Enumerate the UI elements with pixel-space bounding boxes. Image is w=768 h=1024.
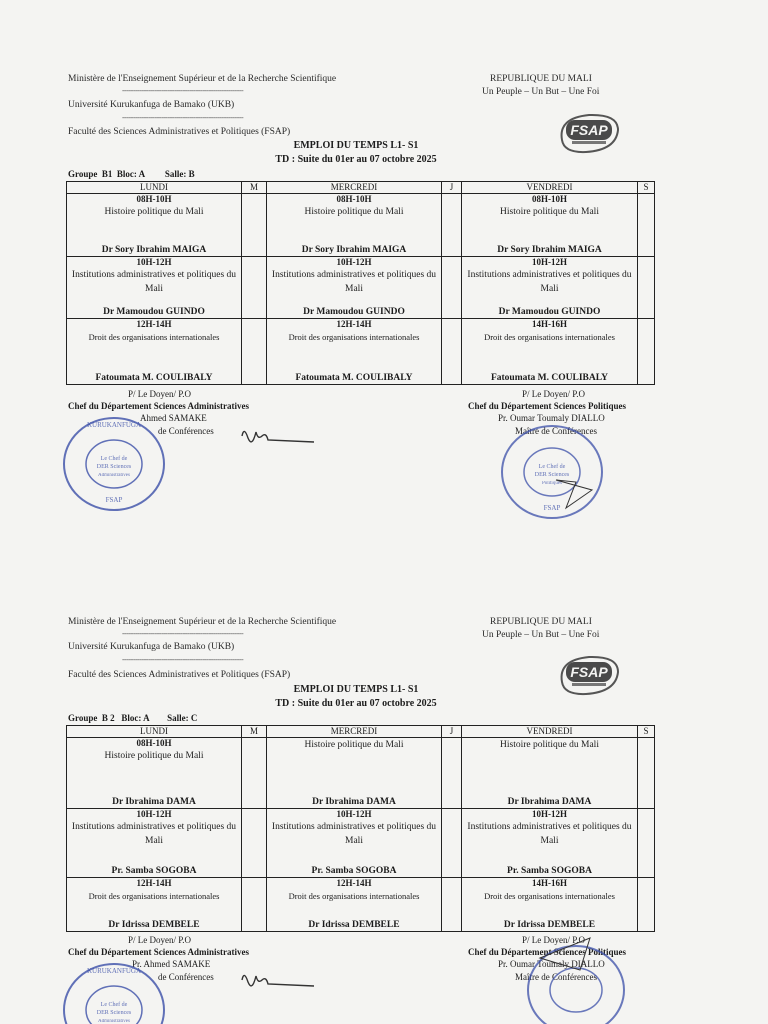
republic-line: REPUBLIQUE DU MALI [490,74,592,84]
motto-line: Un Peuple – Un But – Une Foi [482,630,600,640]
table-row [67,738,655,809]
doyen-po-left: P/ Le Doyen/ P.O [128,935,191,945]
slot-prof: Pr. Samba SOGOBA [111,866,197,876]
ministry-line: Ministère de l'Enseignement Supérieur et de la Recherche Scientifique [68,74,337,84]
dept-head-left-rank: de Conférences [158,426,214,436]
slot-course: Institutions administratives et politiques du Mali [271,270,437,294]
svg-text:DER Sciences: DER Sciences [96,1010,132,1016]
slot-time: 10H-12H [532,809,567,819]
table-row [67,319,655,385]
timetable [66,725,655,932]
slot-course: Histoire politique du Mali [304,207,404,217]
slot-course: Institutions administratives et politiques du Mali [271,822,437,846]
svg-text:Politiques: Politiques [541,481,563,486]
signature-left [238,966,318,996]
header-mercredi: MERCREDI [267,182,442,194]
logo-text: FSAP [570,122,608,138]
slot-vendredi [462,809,638,878]
slot-course: Histoire politique du Mali [304,740,404,750]
slot-prof: Dr Mamoudou GUINDO [303,307,405,317]
slot-time: 08H-10H [136,738,172,748]
slot-course: Droit des organisations internationales [484,891,615,901]
dept-head-left-name: Ahmed SAMAKE [140,413,207,423]
republic-line: REPUBLIQUE DU MALI [490,617,592,627]
svg-text:FSAP: FSAP [105,496,123,504]
slot-jeudi [442,319,462,385]
slot-prof: Dr Idrissa DEMBELE [308,920,400,930]
header-mardi: M [242,726,267,738]
dept-head-right-rank: Maître de Conférences [515,972,597,982]
university-stamp-left [58,412,170,516]
slot-time: 08H-10H [136,194,172,204]
slot-course: Institutions administratives et politiques du Mali [71,822,237,846]
slot-mardi [242,809,267,878]
svg-text:Administratives: Administratives [98,473,130,478]
separator: -------------------------------------------------------- [122,655,244,664]
slot-time: 10H-12H [136,809,172,819]
svg-text:DER Sciences: DER Sciences [534,472,570,478]
header-mercredi: MERCREDI [267,726,442,738]
slot-vendredi [462,257,638,319]
separator: -------------------------------------------------------- [122,113,244,122]
header-vendredi: VENDREDI [462,182,638,194]
slot-prof: Fatoumata M. COULIBALY [295,373,413,383]
slot-course: Histoire politique du Mali [104,207,204,217]
slot-mardi [242,194,267,257]
header-mardi: M [242,182,267,194]
header-samedi: S [638,726,655,738]
slot-time: 12H-14H [336,319,372,329]
slot-lundi [67,738,242,809]
slot-prof: Dr Sory Ibrahim MAIGA [101,245,207,255]
separator: -------------------------------------------------------- [122,86,244,95]
fsap-logo [556,652,622,698]
faculty-line: Faculté des Sciences Administratives et Politiques (FSAP) [68,670,291,680]
slot-mercredi [267,738,442,809]
table-row [67,257,655,319]
slot-mardi [242,878,267,932]
svg-text:Administratives: Administratives [98,1019,130,1024]
university-line: Université Kurukanfuga de Bamako (UKB) [68,642,235,652]
slot-samedi [638,257,655,319]
slot-time: 14H-16H [532,878,567,888]
slot-course: Histoire politique du Mali [500,740,599,750]
dept-head-left-name: Pr. Ahmed SAMAKE [132,959,211,969]
ministry-line: Ministère de l'Enseignement Supérieur et de la Recherche Scientifique [68,617,337,627]
dept-head-right: Chef du Département Sciences Politiques [468,401,626,411]
slot-vendredi [462,194,638,257]
slot-course: Droit des organisations internationales [484,332,615,342]
separator: -------------------------------------------------------- [122,629,244,638]
slot-course: Droit des organisations internationales [288,332,420,342]
slot-prof: Dr Sory Ibrahim MAIGA [301,245,407,255]
slot-prof: Dr Idrissa DEMBELE [108,920,200,930]
fsap-logo [556,110,622,156]
slot-samedi [638,878,655,932]
slot-prof: Fatoumata M. COULIBALY [95,373,213,383]
faculty-line: Faculté des Sciences Administratives et Politiques (FSAP) [68,127,291,137]
svg-text:Le Chef de: Le Chef de [100,1002,128,1008]
doyen-po-right: P/ Le Doyen/ P.O [522,935,585,945]
slot-course: Droit des organisations internationales [88,891,220,901]
university-line: Université Kurukanfuga de Bamako (UKB) [68,100,235,110]
slot-jeudi [442,878,462,932]
timetable [66,181,655,385]
slot-lundi [67,809,242,878]
slot-jeudi [442,809,462,878]
dept-head-right-name: Pr. Oumar Toumaly DIALLO [498,959,605,969]
slot-jeudi [442,738,462,809]
table-row [67,878,655,932]
slot-prof: Dr Idrissa DEMBELE [503,920,596,930]
dept-head-right-rank: Maître de Conférences [515,426,597,436]
header-samedi: S [638,182,655,194]
slot-prof: Pr. Samba SOGOBA [507,866,592,876]
table-row [67,194,655,257]
dept-head-left-rank: de Conférences [158,972,214,982]
dept-head-right-name: Pr. Oumar Toumaly DIALLO [498,413,605,423]
svg-text:FSAP: FSAP [543,504,561,512]
slot-jeudi [442,194,462,257]
slot-mercredi [267,194,442,257]
slot-lundi [67,319,242,385]
slot-lundi [67,194,242,257]
slot-course: Institutions administratives et politiques du Mali [467,270,632,294]
slot-time: 10H-12H [532,257,567,267]
slot-lundi [67,257,242,319]
slot-samedi [638,738,655,809]
header-lundi: LUNDI [67,182,242,194]
slot-prof: Dr Ibrahima DAMA [112,797,196,807]
dept-head-right: Chef du Département Sciences Politiques [468,947,626,957]
university-stamp-right [496,420,608,524]
slot-course: Institutions administratives et politiques du Mali [71,270,237,294]
slot-course: Droit des organisations internationales [288,891,420,901]
slot-samedi [638,194,655,257]
svg-text:Le Chef de: Le Chef de [538,464,566,470]
header-jeudi: J [442,182,462,194]
slot-prof: Dr Ibrahima DAMA [507,797,592,807]
schedule-title: EMPLOI DU TEMPS L1- S1 [293,684,419,695]
slot-vendredi [462,738,638,809]
slot-mercredi [267,319,442,385]
slot-samedi [638,809,655,878]
slot-mercredi [267,878,442,932]
slot-prof: Dr Mamoudou GUINDO [103,307,205,317]
university-stamp-right [520,930,632,1024]
slot-time: 10H-12H [336,257,372,267]
slot-prof: Dr Sory Ibrahim MAIGA [497,245,602,255]
slot-vendredi [462,878,638,932]
slot-time: 14H-16H [532,319,567,329]
slot-prof: Dr Mamoudou GUINDO [498,307,601,317]
slot-time: 08H-10H [336,194,372,204]
dept-head-left: Chef du Département Sciences Administratives [68,947,249,957]
timetable-header-row [67,726,655,738]
signature-left [238,422,318,452]
slot-mercredi [267,809,442,878]
schedule-subtitle: TD : Suite du 01er au 07 octobre 2025 [275,698,437,709]
slot-time: 08H-10H [532,194,567,204]
slot-prof: Pr. Samba SOGOBA [311,866,397,876]
schedule-title: EMPLOI DU TEMPS L1- S1 [293,140,419,151]
slot-vendredi [462,319,638,385]
logo-text: FSAP [570,664,608,680]
slot-course: Droit des organisations internationales [88,332,220,342]
dept-head-left: Chef du Département Sciences Administratives [68,401,249,411]
slot-prof: Dr Ibrahima DAMA [312,797,396,807]
timetable-header-row [67,182,655,194]
slot-time: 12H-14H [336,878,372,888]
university-stamp-left [58,958,170,1024]
svg-text:KURUKANFUGA: KURUKANFUGA [86,421,142,429]
slot-time: 12H-14H [136,319,172,329]
doyen-po-right: P/ Le Doyen/ P.O [522,389,585,399]
svg-text:Le Chef de: Le Chef de [100,456,128,462]
slot-mardi [242,738,267,809]
slot-course: Histoire politique du Mali [104,751,204,761]
doyen-po-left: P/ Le Doyen/ P.O [128,389,191,399]
slot-mercredi [267,257,442,319]
svg-text:KURUKANFUGA: KURUKANFUGA [86,967,142,975]
slot-mardi [242,257,267,319]
svg-text:DER Sciences: DER Sciences [96,464,132,470]
slot-time: 12H-14H [136,878,172,888]
schedule-subtitle: TD : Suite du 01er au 07 octobre 2025 [275,154,437,165]
header-vendredi: VENDREDI [462,726,638,738]
group-info: Groupe B1 Bloc: A Salle: B [68,169,195,179]
group-info: Groupe B 2 Bloc: A Salle: C [68,713,198,723]
motto-line: Un Peuple – Un But – Une Foi [482,87,600,97]
table-row [67,809,655,878]
header-jeudi: J [442,726,462,738]
slot-lundi [67,878,242,932]
slot-time: 10H-12H [336,809,372,819]
slot-mardi [242,319,267,385]
slot-time: 10H-12H [136,257,172,267]
header-lundi: LUNDI [67,726,242,738]
slot-jeudi [442,257,462,319]
slot-samedi [638,319,655,385]
slot-prof: Fatoumata M. COULIBALY [490,373,609,383]
slot-course: Institutions administratives et politiques du Mali [467,822,632,846]
slot-course: Histoire politique du Mali [500,207,599,217]
